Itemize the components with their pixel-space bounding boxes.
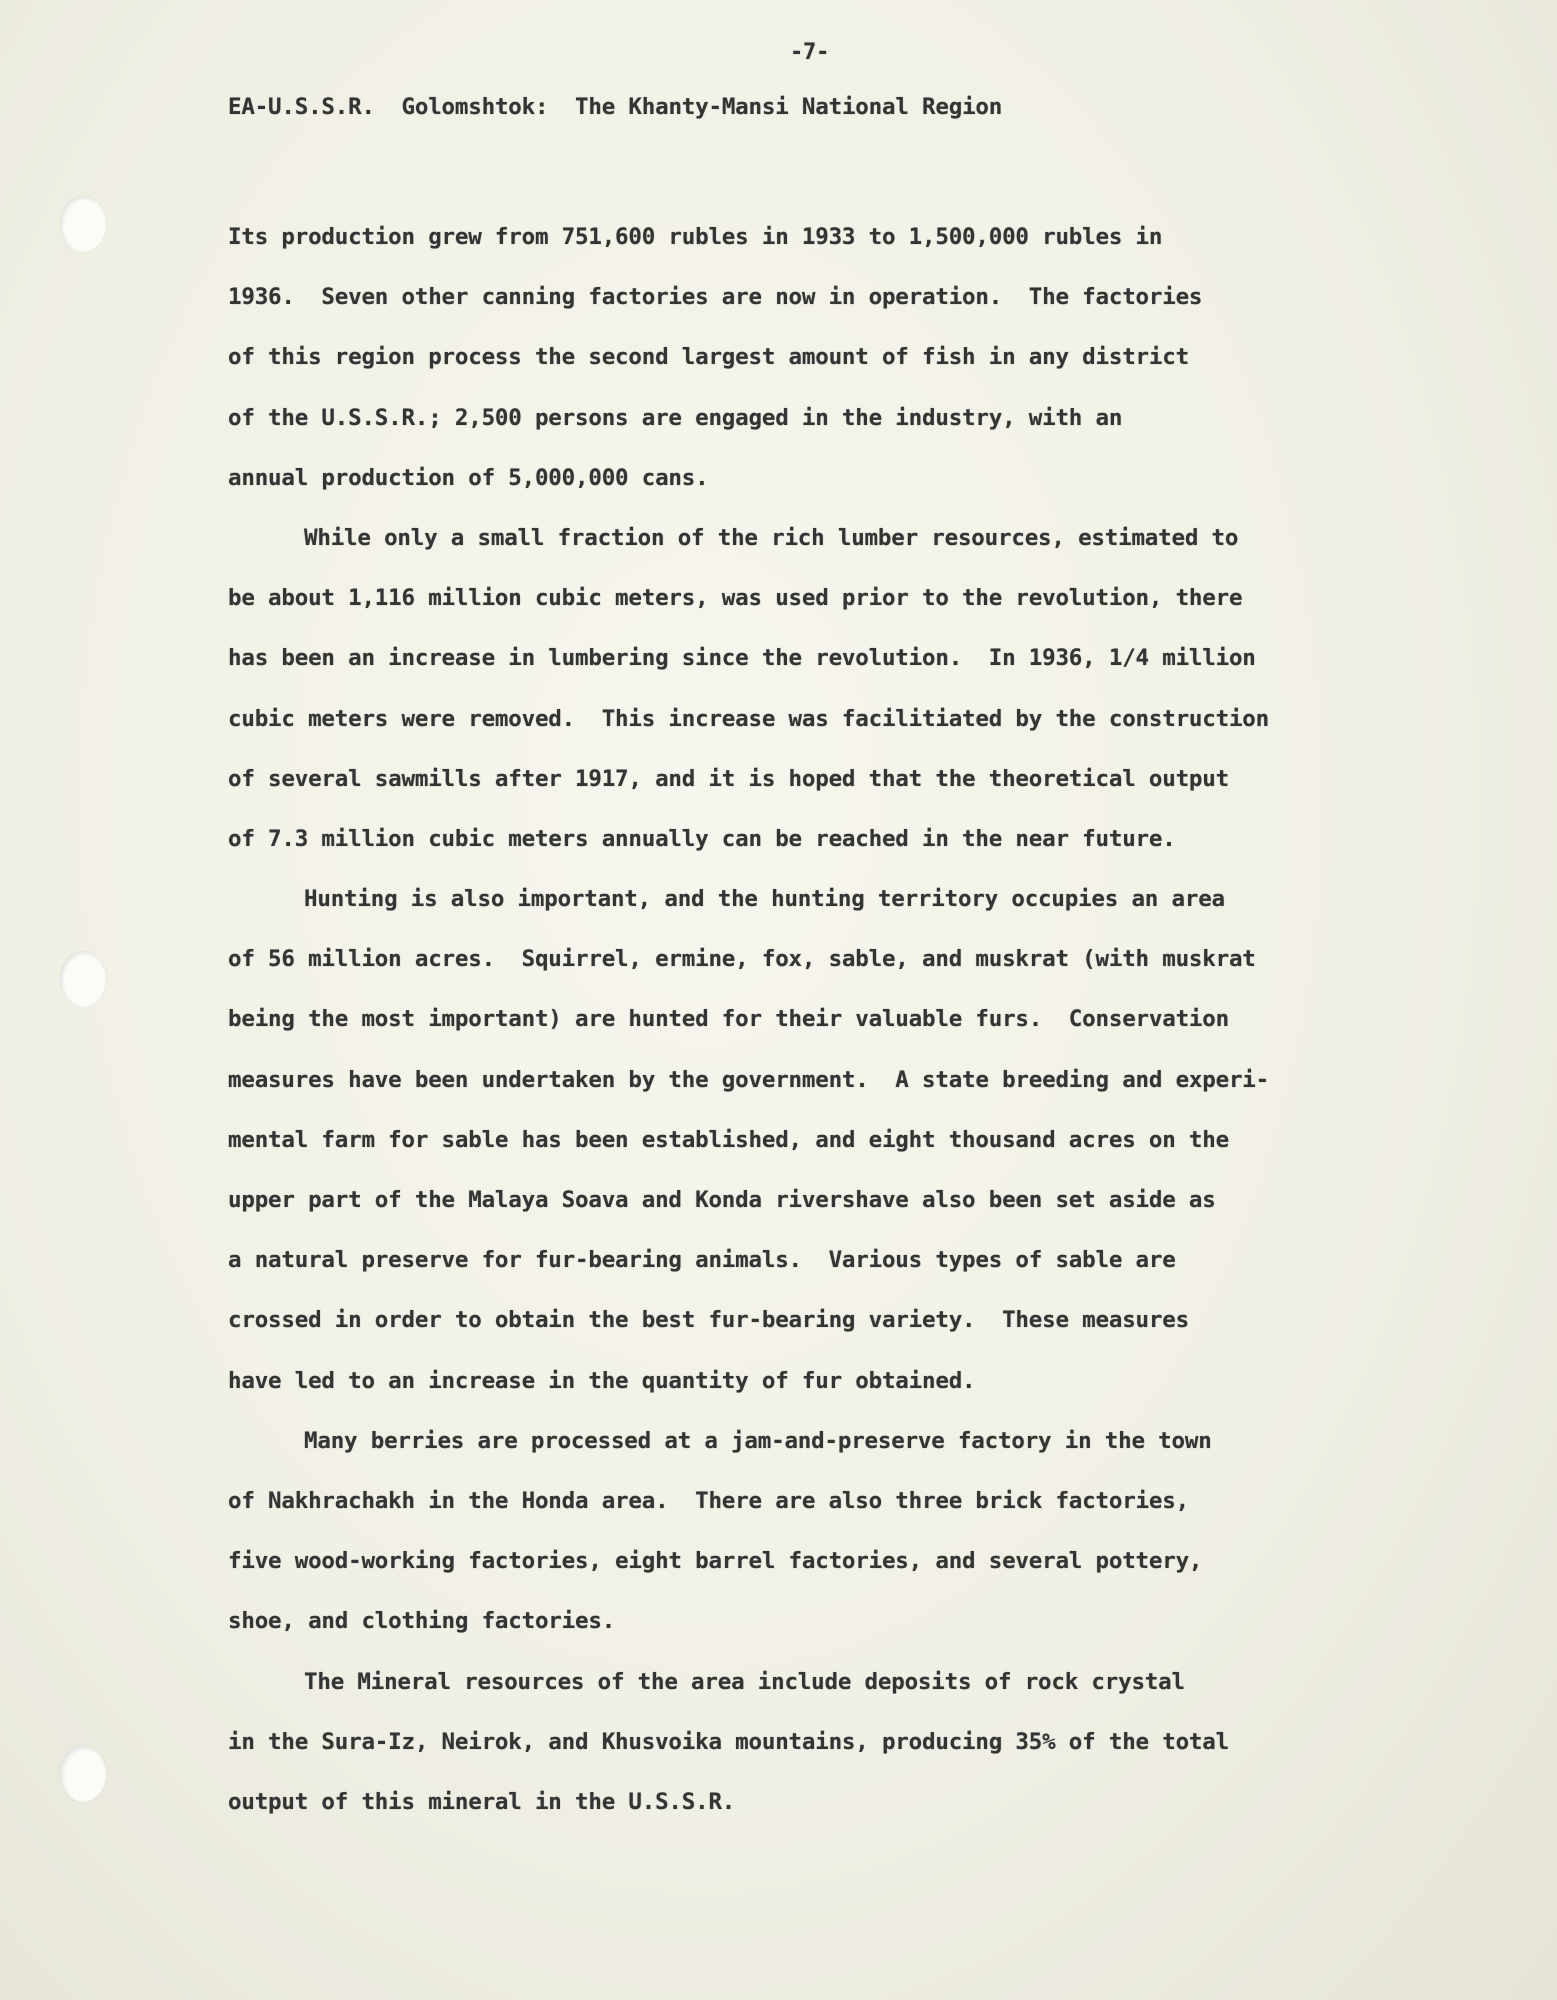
punch-hole-top — [60, 196, 106, 252]
text-line: shoe, and clothing factories. — [228, 1608, 616, 1635]
page-number: -7- — [790, 40, 830, 65]
text-line: mental farm for sable has been established, and eight thousand acres on the — [228, 1126, 1229, 1153]
text-line: five wood-working factories, eight barrel factories, and several pottery, — [228, 1548, 1203, 1575]
header-title: The Khanty-Mansi National Region — [575, 94, 1003, 120]
text-line: in the Sura-Iz, Neirok, and Khusvoika mountains, producing 35% of the total — [228, 1728, 1229, 1755]
text-line: of this region process the second largest amount of fish in any district — [228, 344, 1189, 371]
text-line: The Mineral resources of the area include deposits of rock crystal — [304, 1668, 1185, 1695]
text-line: of several sawmills after 1917, and it is hoped that the theoretical output — [228, 765, 1229, 792]
text-line: of 56 million acres. Squirrel, ermine, fox, sable, and muskrat (with muskrat — [228, 946, 1256, 973]
text-line: While only a small fraction of the rich lumber resources, estimated to — [304, 524, 1239, 551]
document-header — [228, 94, 1002, 120]
text-line: 1936. Seven other canning factories are now in operation. The factories — [228, 284, 1203, 311]
paragraph-factories — [228, 1416, 1488, 1657]
text-line: output of this mineral in the U.S.S.R. — [228, 1788, 736, 1815]
text-line: crossed in order to obtain the best fur-bearing variety. These measures — [228, 1307, 1189, 1334]
text-line: Many berries are processed at a jam-and-preserve factory in the town — [304, 1427, 1212, 1454]
text-line: measures have been undertaken by the government. A state breeding and experi- — [228, 1066, 1269, 1093]
text-line: of 7.3 million cubic meters annually can be reached in the near future. — [228, 825, 1176, 852]
text-line: being the most important) are hunted for their valuable furs. Conservation — [228, 1006, 1229, 1033]
punch-hole-bottom — [60, 1746, 106, 1802]
paragraph-production — [228, 212, 1488, 513]
header-code: EA-U.S.S.R. — [228, 94, 375, 120]
text-line: be about 1,116 million cubic meters, was used prior to the revolution, there — [228, 585, 1243, 612]
text-line: cubic meters were removed. This increase was facilitiated by the construction — [228, 705, 1269, 732]
punch-hole-middle — [60, 951, 106, 1007]
text-line: of the U.S.S.R.; 2,500 persons are engaged in the industry, with an — [228, 404, 1123, 431]
body-text — [228, 212, 1488, 1837]
text-line: of Nakhrachakh in the Honda area. There are also three brick factories, — [228, 1487, 1189, 1514]
paragraph-minerals — [228, 1657, 1488, 1838]
paragraph-hunting — [228, 874, 1488, 1416]
header-author: Golomshtok: — [401, 94, 549, 120]
text-line: a natural preserve for fur-bearing animals. Various types of sable are — [228, 1247, 1176, 1274]
text-line: Its production grew from 751,600 rubles in 1933 to 1,500,000 rubles in — [228, 224, 1163, 250]
text-line: Hunting is also important, and the hunting territory occupies an area — [304, 886, 1225, 913]
text-line: upper part of the Malaya Soava and Konda rivershave also been set aside as — [228, 1187, 1216, 1213]
paragraph-lumber — [228, 513, 1488, 874]
text-line: annual production of 5,000,000 cans. — [228, 464, 709, 491]
text-line: has been an increase in lumbering since the revolution. In 1936, 1/4 million — [228, 645, 1256, 672]
text-line: have led to an increase in the quantity of fur obtained. — [228, 1367, 976, 1394]
